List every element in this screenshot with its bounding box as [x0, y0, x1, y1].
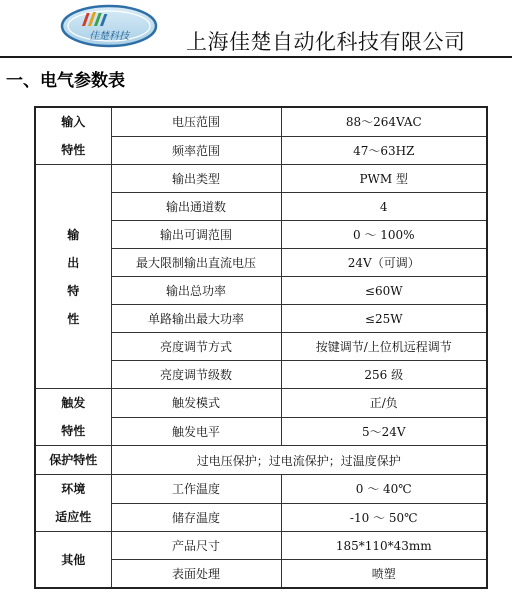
value-cell: 24V（可调）	[281, 249, 487, 277]
electrical-parameters-table	[34, 106, 488, 589]
group-label	[35, 446, 111, 475]
value-cell: 按键调节/上位机远程调节	[281, 333, 487, 361]
group-label-line: 触发	[61, 396, 86, 410]
group-label	[35, 107, 111, 165]
param-cell: 亮度调节级数	[111, 361, 281, 389]
param-cell: 亮度调节方式	[111, 333, 281, 361]
param-cell: 最大限制输出直流电压	[111, 249, 281, 277]
value-cell: 喷塑	[281, 560, 487, 589]
group-label-line: 适应性	[55, 510, 92, 524]
group-label-line: 特性	[61, 143, 86, 157]
table-row	[35, 107, 487, 136]
value-cell: PWM 型	[281, 165, 487, 193]
table-row	[35, 165, 487, 193]
group-label-line: 输	[67, 227, 80, 242]
param-cell: 输出通道数	[111, 193, 281, 221]
group-label-line: 出	[67, 255, 80, 270]
param-cell: 输出类型	[111, 165, 281, 193]
group-label	[35, 475, 111, 532]
param-cell: 频率范围	[111, 136, 281, 165]
table-row	[35, 389, 487, 418]
value-cell: 正/负	[281, 389, 487, 418]
param-cell: 储存温度	[111, 503, 281, 532]
value-cell: 5～24V	[281, 417, 487, 446]
param-cell: 表面处理	[111, 560, 281, 589]
group-label	[35, 532, 111, 589]
group-label-line: 其他	[61, 552, 86, 567]
param-cell: 触发模式	[111, 389, 281, 418]
value-cell: 0 ～ 40℃	[281, 475, 487, 504]
group-label-line: 特	[67, 283, 80, 298]
value-cell: 256 级	[281, 361, 487, 389]
logo-text: 佳楚科技	[89, 31, 129, 42]
section-title: 一、电气参数表	[6, 71, 125, 91]
group-label-line: 保护特性	[49, 453, 98, 467]
value-cell: 4	[281, 193, 487, 221]
value-cell: ≤25W	[281, 305, 487, 333]
header-divider	[0, 56, 512, 58]
value-cell: 47～63HZ	[281, 136, 487, 165]
merged-value-cell: 过电压保护；过电流保护；过温度保护	[111, 446, 487, 475]
value-cell: 88～264VAC	[281, 107, 487, 136]
param-cell: 电压范围	[111, 107, 281, 136]
company-name: 上海佳楚自动化科技有限公司	[186, 30, 466, 54]
value-cell: 185*110*43mm	[281, 532, 487, 560]
param-cell: 输出总功率	[111, 277, 281, 305]
param-cell: 输出可调范围	[111, 221, 281, 249]
param-cell: 产品尺寸	[111, 532, 281, 560]
value-cell: -10 ～ 50℃	[281, 503, 487, 532]
value-cell: 0 ～ 100%	[281, 221, 487, 249]
group-label-line: 输入	[61, 115, 86, 129]
company-logo	[60, 4, 158, 48]
table-row	[35, 532, 487, 560]
value-cell: ≤60W	[281, 277, 487, 305]
table-row	[35, 446, 487, 475]
param-cell: 单路输出最大功率	[111, 305, 281, 333]
table-row	[35, 475, 487, 504]
page-header	[0, 0, 512, 60]
group-label	[35, 389, 111, 446]
group-label-line: 性	[67, 311, 80, 326]
param-cell: 触发电平	[111, 417, 281, 446]
param-cell: 工作温度	[111, 475, 281, 504]
group-label-line: 特性	[61, 424, 86, 438]
group-label	[35, 165, 111, 389]
group-label-line: 环境	[61, 482, 86, 496]
